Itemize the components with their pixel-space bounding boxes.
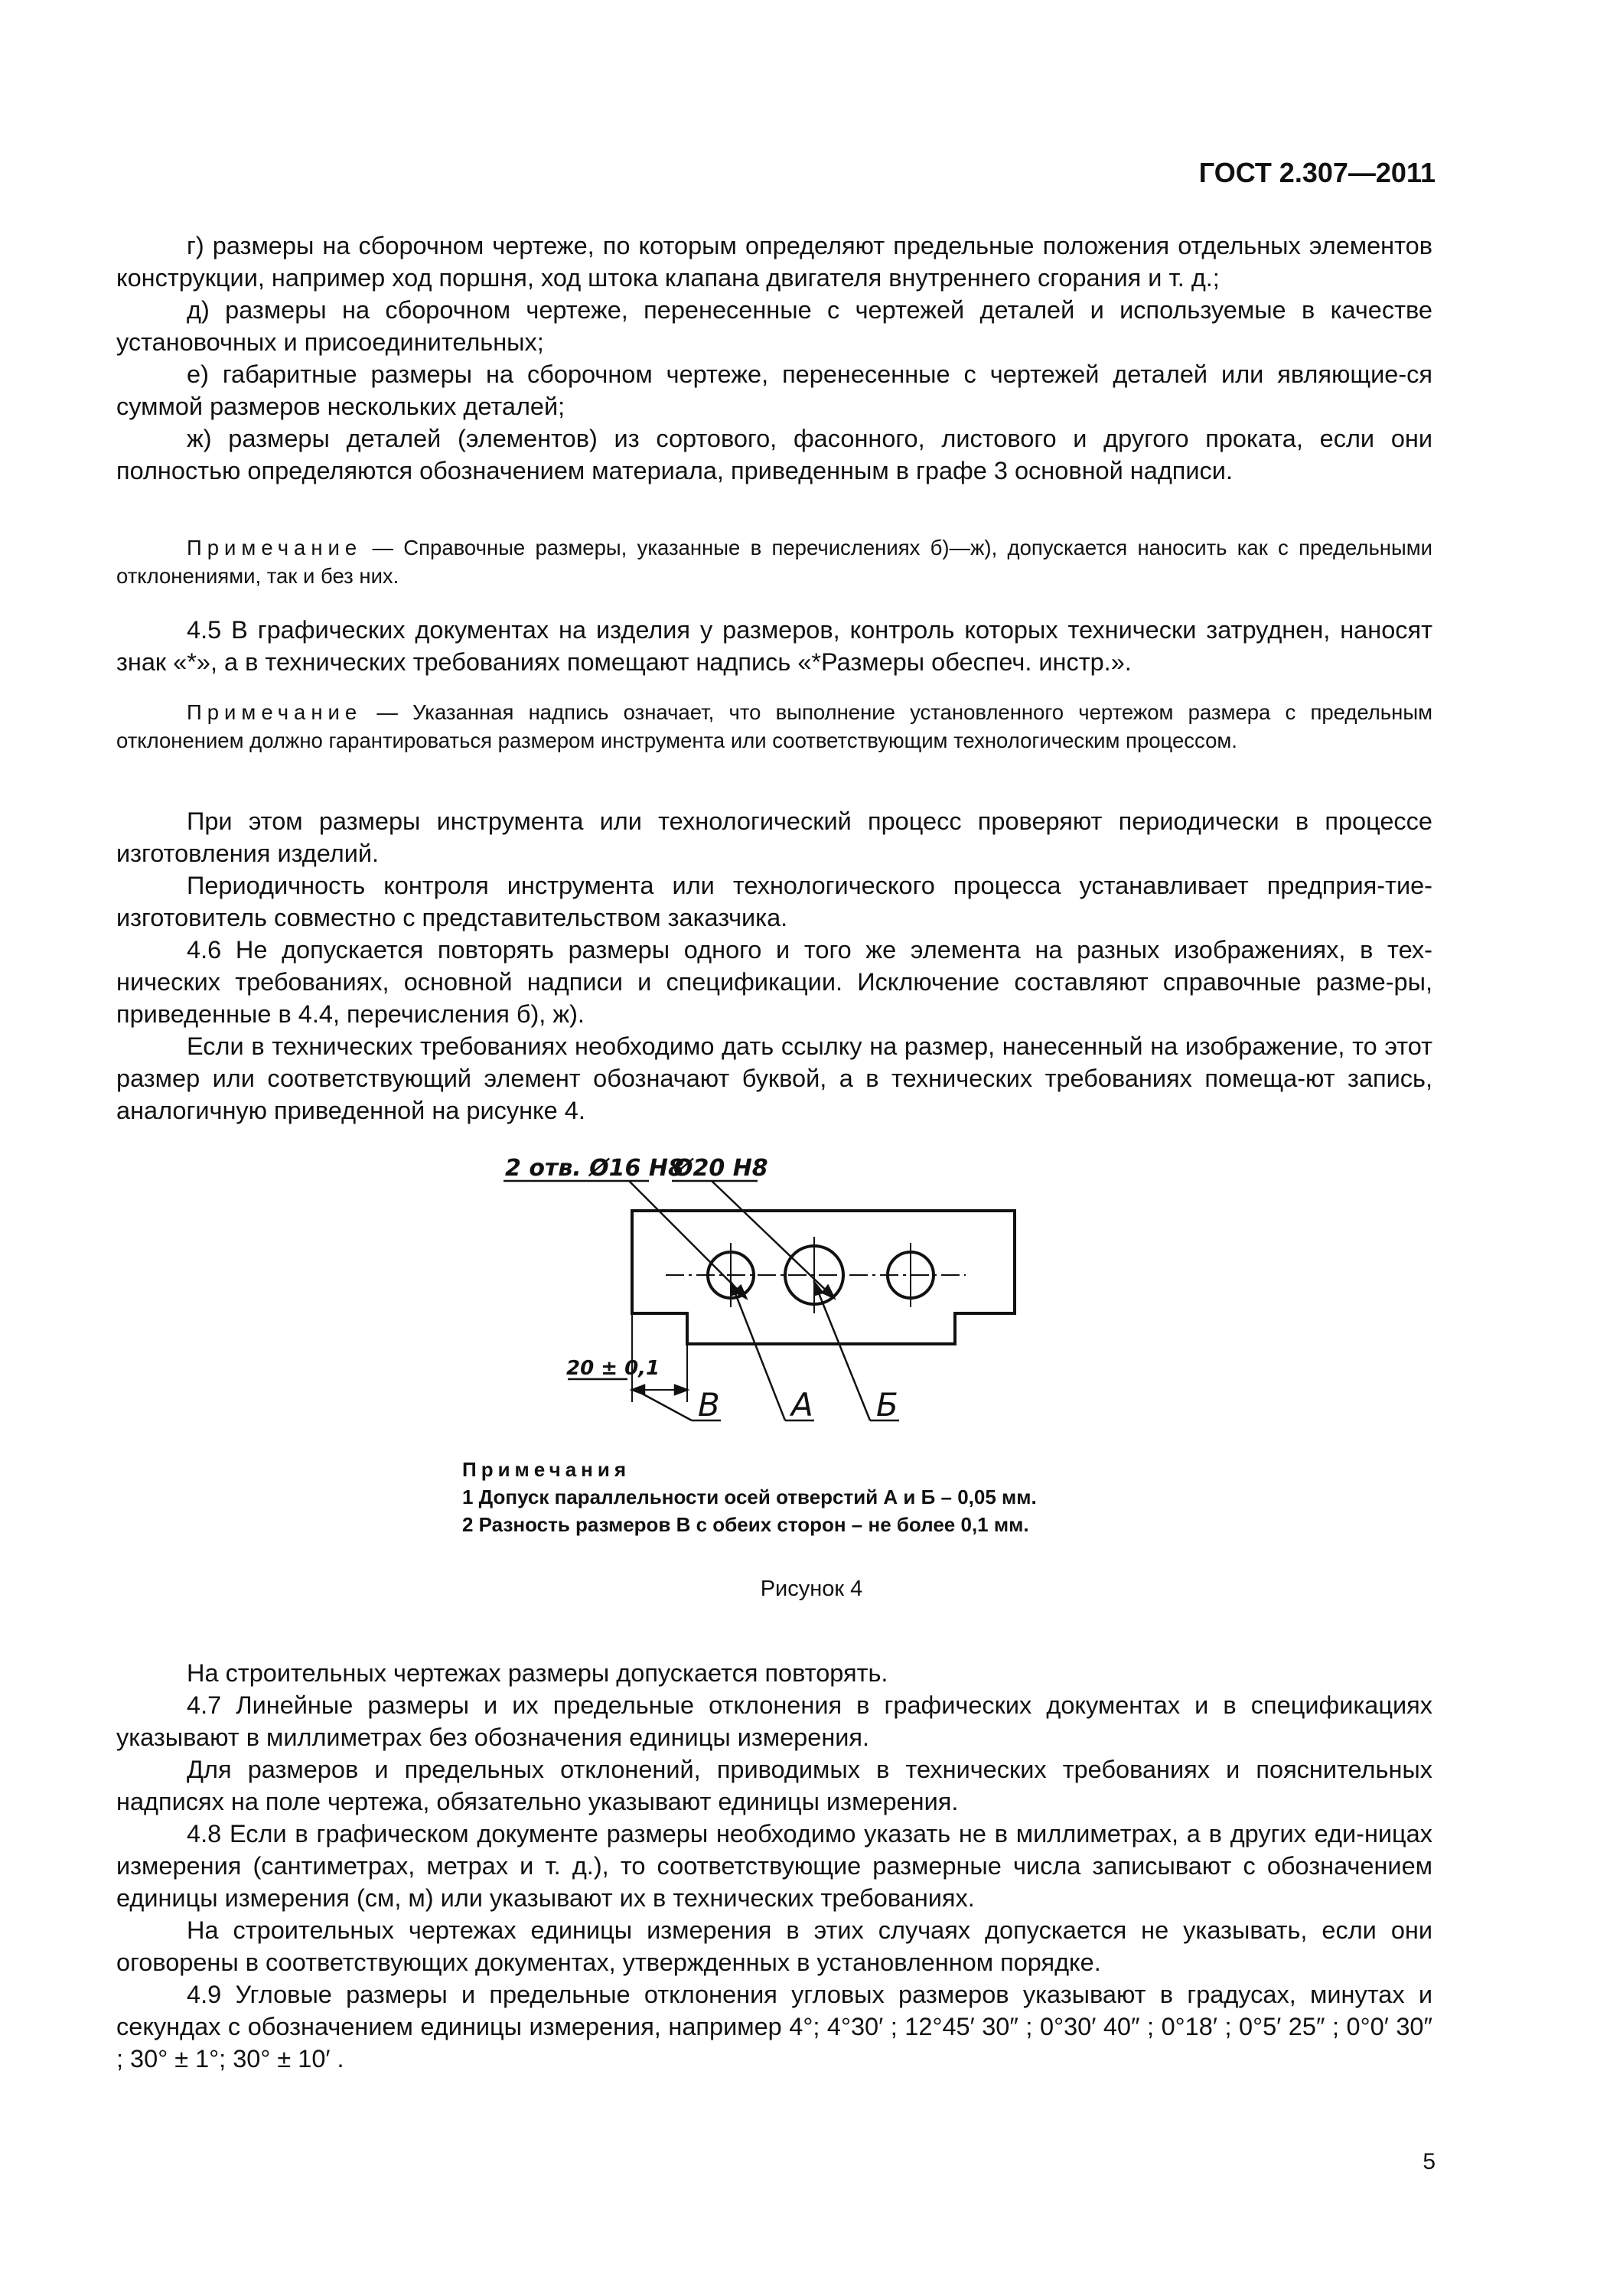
paragraph-units-required: Для размеров и предельных отклонений, приводимых в технических требованиях и пояснительных надписях на поле чертежа, обязательно указывают единицы измерения.	[116, 1756, 1432, 1815]
paragraph-zh: ж) размеры деталей (элементов) из сортового, фасонного, листового и другого проката, если они полностью определяются обозначением материала, приведенным в графе 3 основной надписи.	[116, 425, 1432, 484]
paragraph-4-5: 4.5 В графических документах на изделия у размеров, контроль которых технически затруднен, наносят знак «*», а в технических требованиях помещают надпись «*Размеры обеспеч. инстр.».	[116, 616, 1432, 676]
paragraph-4-8: 4.8 Если в графическом документе размеры необходимо указать не в миллиметрах, а в других еди-ницах измерения (сантиметрах, метрах и т. д.), то соответствующие размерные числа записывают с обозначением единицы измерения (см, м) или указывают их в технических требованиях.	[116, 1820, 1432, 1912]
paragraph-block-1	[116, 230, 1432, 487]
paragraph-construction-repeat: На строительных чертежах размеры допускается повторять.	[187, 1659, 888, 1687]
leader-holes	[629, 1181, 746, 1298]
letter-v: В	[698, 1386, 720, 1424]
leader-b	[814, 1282, 870, 1420]
page-number: 5	[1423, 2149, 1436, 2174]
paragraph-g: г) размеры на сборочном чертеже, по которым определяют предельные положения отдельных элементов конструкции, например ход поршня, ход штока клапана двигателя внутреннего сгорания и т. д.;	[116, 232, 1432, 292]
paragraph-reference: Если в технических требованиях необходимо дать ссылку на размер, нанесенный на изображение, то этот размер или соответствующий элемент обозначают буквой, а в технических требованиях помеща-ют запись, аналогичную приведенной на рисунке 4.	[116, 1032, 1432, 1124]
paragraph-e: е) габаритные размеры на сборочном чертеже, перенесенные с чертежей деталей или являющие-ся суммой размеров нескольких деталей;	[116, 360, 1432, 420]
letter-b: Б	[876, 1386, 898, 1424]
leader-a	[731, 1282, 785, 1420]
paragraph-construction-units: На строительных чертежах единицы измерения в этих случаях допускается не указывать, если они оговорены в соответствующих документах, утвержденных в установленном порядке.	[116, 1916, 1432, 1976]
letter-a: А	[791, 1386, 813, 1424]
document-standard-number: ГОСТ 2.307—2011	[1198, 157, 1436, 188]
label-dimension: 20 ± 0,1	[566, 1357, 660, 1380]
figure-notes	[462, 1456, 1037, 1538]
paragraph-4-9: 4.9 Угловые размеры и предельные отклонения угловых размеров указывают в градусах, минутах и секундах с обозначением единицы измерения, например 4°; 4°30′ ; 12°45′ 30″ ; 0°30′ 40″ ; 0°18′ ; 0°5′ 25″ ; 0°0′ 30″ ; 30° ± 1°; 30° ± 10′ .	[116, 1981, 1432, 2073]
paragraph-block-2	[116, 805, 1432, 1127]
paragraph-4-6: 4.6 Не допускается повторять размеры одного и того же элемента на разных изображениях, в тех-нических требованиях, основной надписи и спецификации. Исключение составляют справочные разме-ры, приведенные в 4.4, перечисления б), ж).	[116, 936, 1432, 1028]
note-2	[116, 698, 1432, 755]
note-1-text: — Справочные размеры, указанные в перечислениях б)—ж), допускается наносить как с предельными отклонениями, так и без них.	[116, 536, 1432, 588]
note-1-label: Примечание	[187, 536, 363, 559]
figure-note-1: 1 Допуск параллельности осей отверстий А и Б – 0,05 мм.	[462, 1486, 1037, 1508]
note-1	[116, 533, 1432, 590]
note-2-label: Примечание	[187, 700, 363, 724]
paragraph-block-3	[116, 1657, 1432, 2075]
paragraph-4-7: 4.7 Линейные размеры и их предельные отклонения в графических документах и в спецификациях указывают в миллиметрах без обозначения единицы измерения.	[116, 1691, 1432, 1751]
figure-note-2: 2 Разность размеров В с обеих сторон – не более 0,1 мм.	[462, 1513, 1029, 1536]
figure-caption: Рисунок 4	[760, 1577, 863, 1601]
label-holes: 2 отв. Ø16 H8	[505, 1155, 684, 1182]
paragraph-periodicity: Периодичность контроля инструмента или технологического процесса устанавливает предприя-тие-изготовитель совместно с представительством заказчика.	[116, 872, 1432, 931]
figure-4-drawing	[482, 1148, 1033, 1439]
paragraph-tool-check: При этом размеры инструмента или технологический процесс проверяют периодически в процессе изготовления изделий.	[116, 807, 1432, 867]
paragraph-d: д) размеры на сборочном чертеже, перенесенные с чертежей деталей и используемые в качестве установочных и присоединительных;	[116, 296, 1432, 356]
figure-notes-title: Примечания	[462, 1458, 631, 1481]
label-center-hole: Ø20 H8	[673, 1155, 768, 1182]
paragraph-4-5-block	[116, 614, 1432, 678]
note-2-text: — Указанная надпись означает, что выполнение установленного чертежом размера с предельным отклонением должно гарантироваться размером инструмента или соответствующим технологическим процессом.	[116, 700, 1432, 752]
part-outline	[632, 1211, 1015, 1344]
